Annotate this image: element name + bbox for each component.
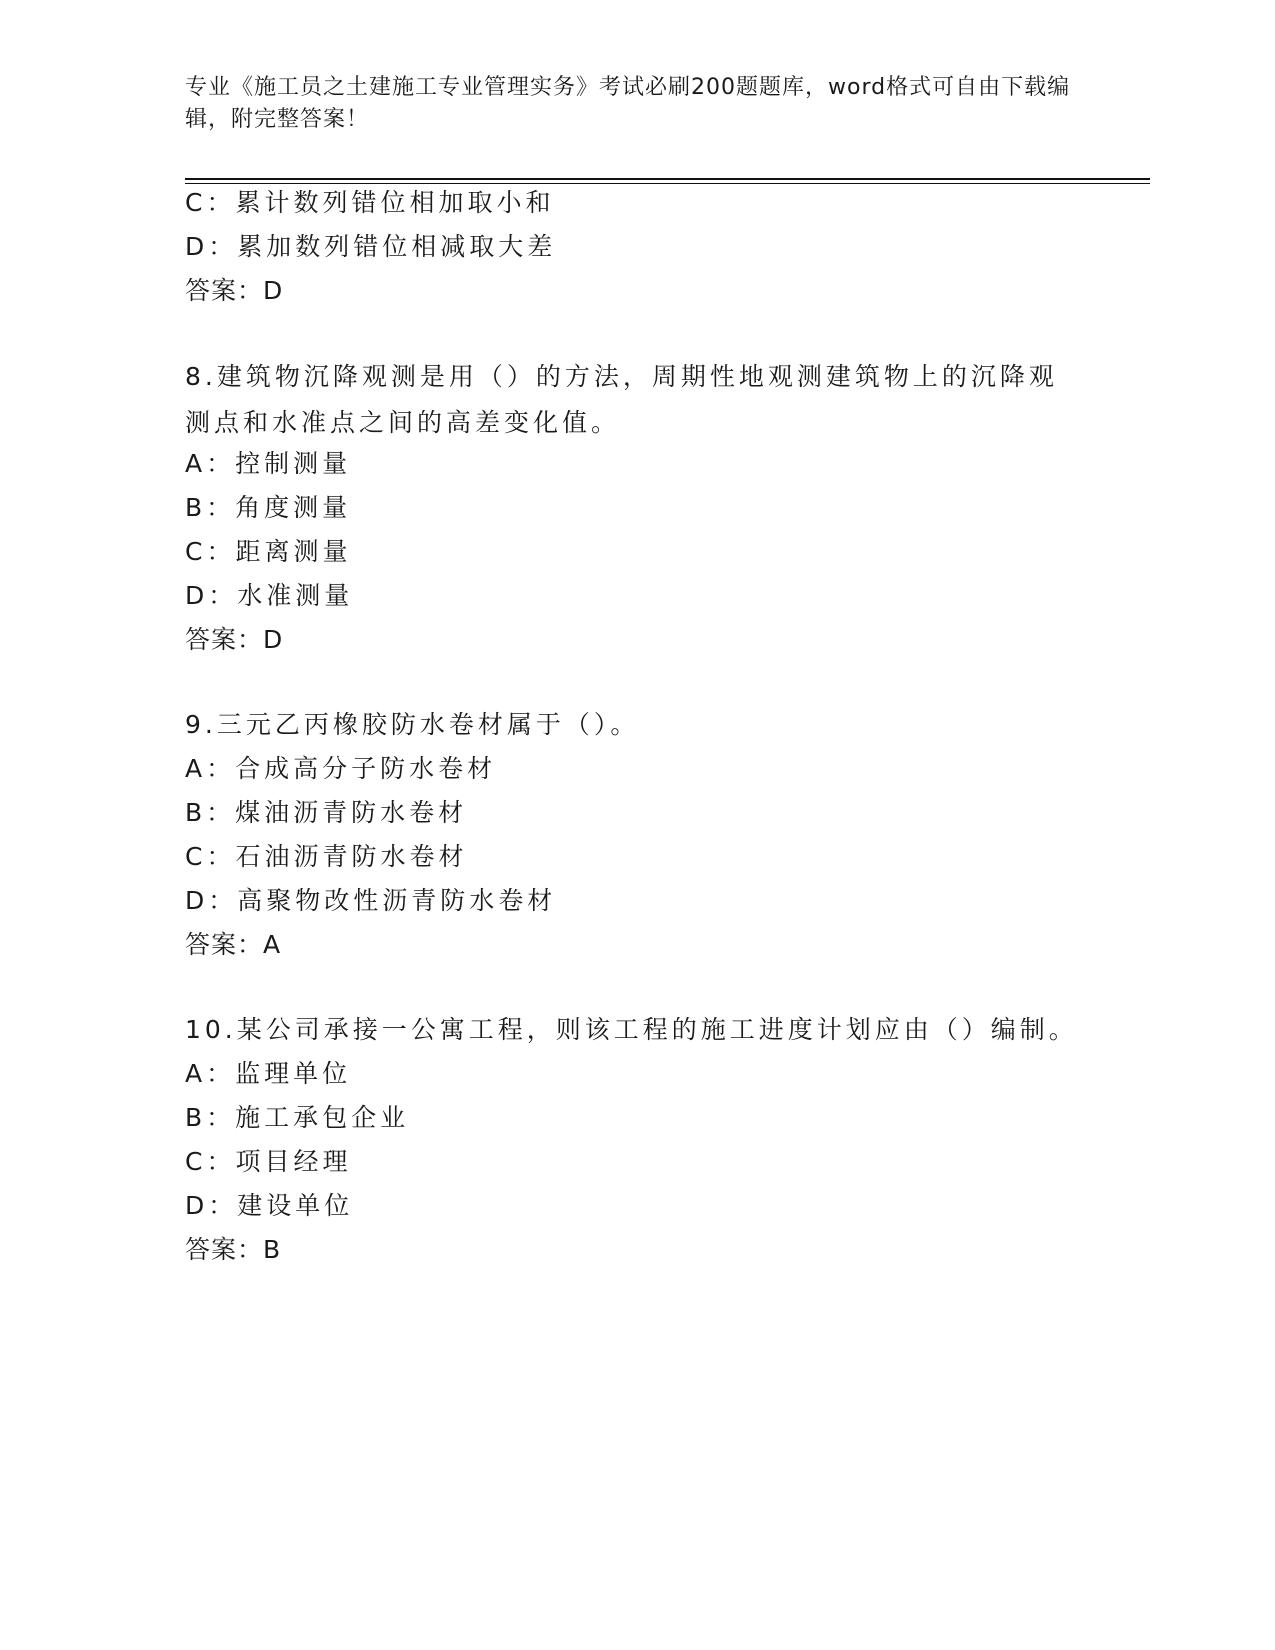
option-c (185, 840, 467, 874)
header-rule-thin (185, 183, 1150, 184)
option-text: 石油沥青防水卷材 (235, 842, 468, 871)
option-label: D： (185, 886, 238, 915)
option-text: 合成高分子防水卷材 (235, 754, 497, 783)
option-d (185, 579, 353, 613)
option-d (185, 1189, 353, 1223)
option-label: A： (185, 449, 236, 478)
option-c (185, 535, 351, 569)
option-c (185, 186, 554, 220)
option-text: 控制测量 (235, 449, 352, 478)
question-stem: 9.三元乙丙橡胶防水卷材属于（）。 (185, 710, 640, 739)
option-label: B： (185, 1103, 236, 1132)
answer-line: 答案：D (185, 625, 284, 654)
option-text: 高聚物改性沥青防水卷材 (237, 886, 557, 915)
option-text: 项目经理 (235, 1147, 352, 1176)
option-label: D： (185, 232, 238, 261)
option-b (185, 1101, 409, 1135)
option-text: 累计数列错位相加取小和 (235, 188, 555, 217)
option-d (185, 884, 556, 918)
question-stem: 10.某公司承接一公寓工程，则该工程的施工进度计划应由（）编制。 (185, 1015, 1078, 1044)
option-label: C： (185, 537, 236, 566)
option-text: 角度测量 (235, 493, 352, 522)
option-c (185, 1145, 351, 1179)
option-text: 累加数列错位相减取大差 (237, 232, 557, 261)
option-a (185, 447, 351, 481)
answer-line: 答案：B (185, 1235, 282, 1264)
option-label: C： (185, 1147, 236, 1176)
option-text: 建设单位 (237, 1191, 354, 1220)
option-label: B： (185, 798, 236, 827)
document-header: 专业《施工员之土建施工专业管理实务》考试必刷200题题库，word格式可自由下载编辑，附完整答案！ (185, 75, 1071, 132)
option-label: D： (185, 581, 238, 610)
option-d (185, 230, 556, 264)
option-label: A： (185, 1059, 236, 1088)
option-label: C： (185, 188, 236, 217)
answer-line: 答案：D (185, 276, 284, 305)
option-b (185, 796, 467, 830)
question-stem: 8.建筑物沉降观测是用（）的方法，周期性地观测建筑物上的沉降观测点和水准点之间的高差变化值。 (185, 362, 1058, 437)
option-text: 监理单位 (235, 1059, 352, 1088)
option-a (185, 752, 496, 786)
option-b (185, 491, 351, 525)
answer-line: 答案：A (185, 930, 282, 959)
option-label: A： (185, 754, 236, 783)
option-text: 煤油沥青防水卷材 (235, 798, 468, 827)
option-a (185, 1057, 351, 1091)
option-label: B： (185, 493, 236, 522)
option-text: 距离测量 (235, 537, 352, 566)
option-label: C： (185, 842, 236, 871)
option-label: D： (185, 1191, 238, 1220)
option-text: 水准测量 (237, 581, 354, 610)
option-text: 施工承包企业 (235, 1103, 410, 1132)
header-rule-thick (185, 178, 1150, 180)
